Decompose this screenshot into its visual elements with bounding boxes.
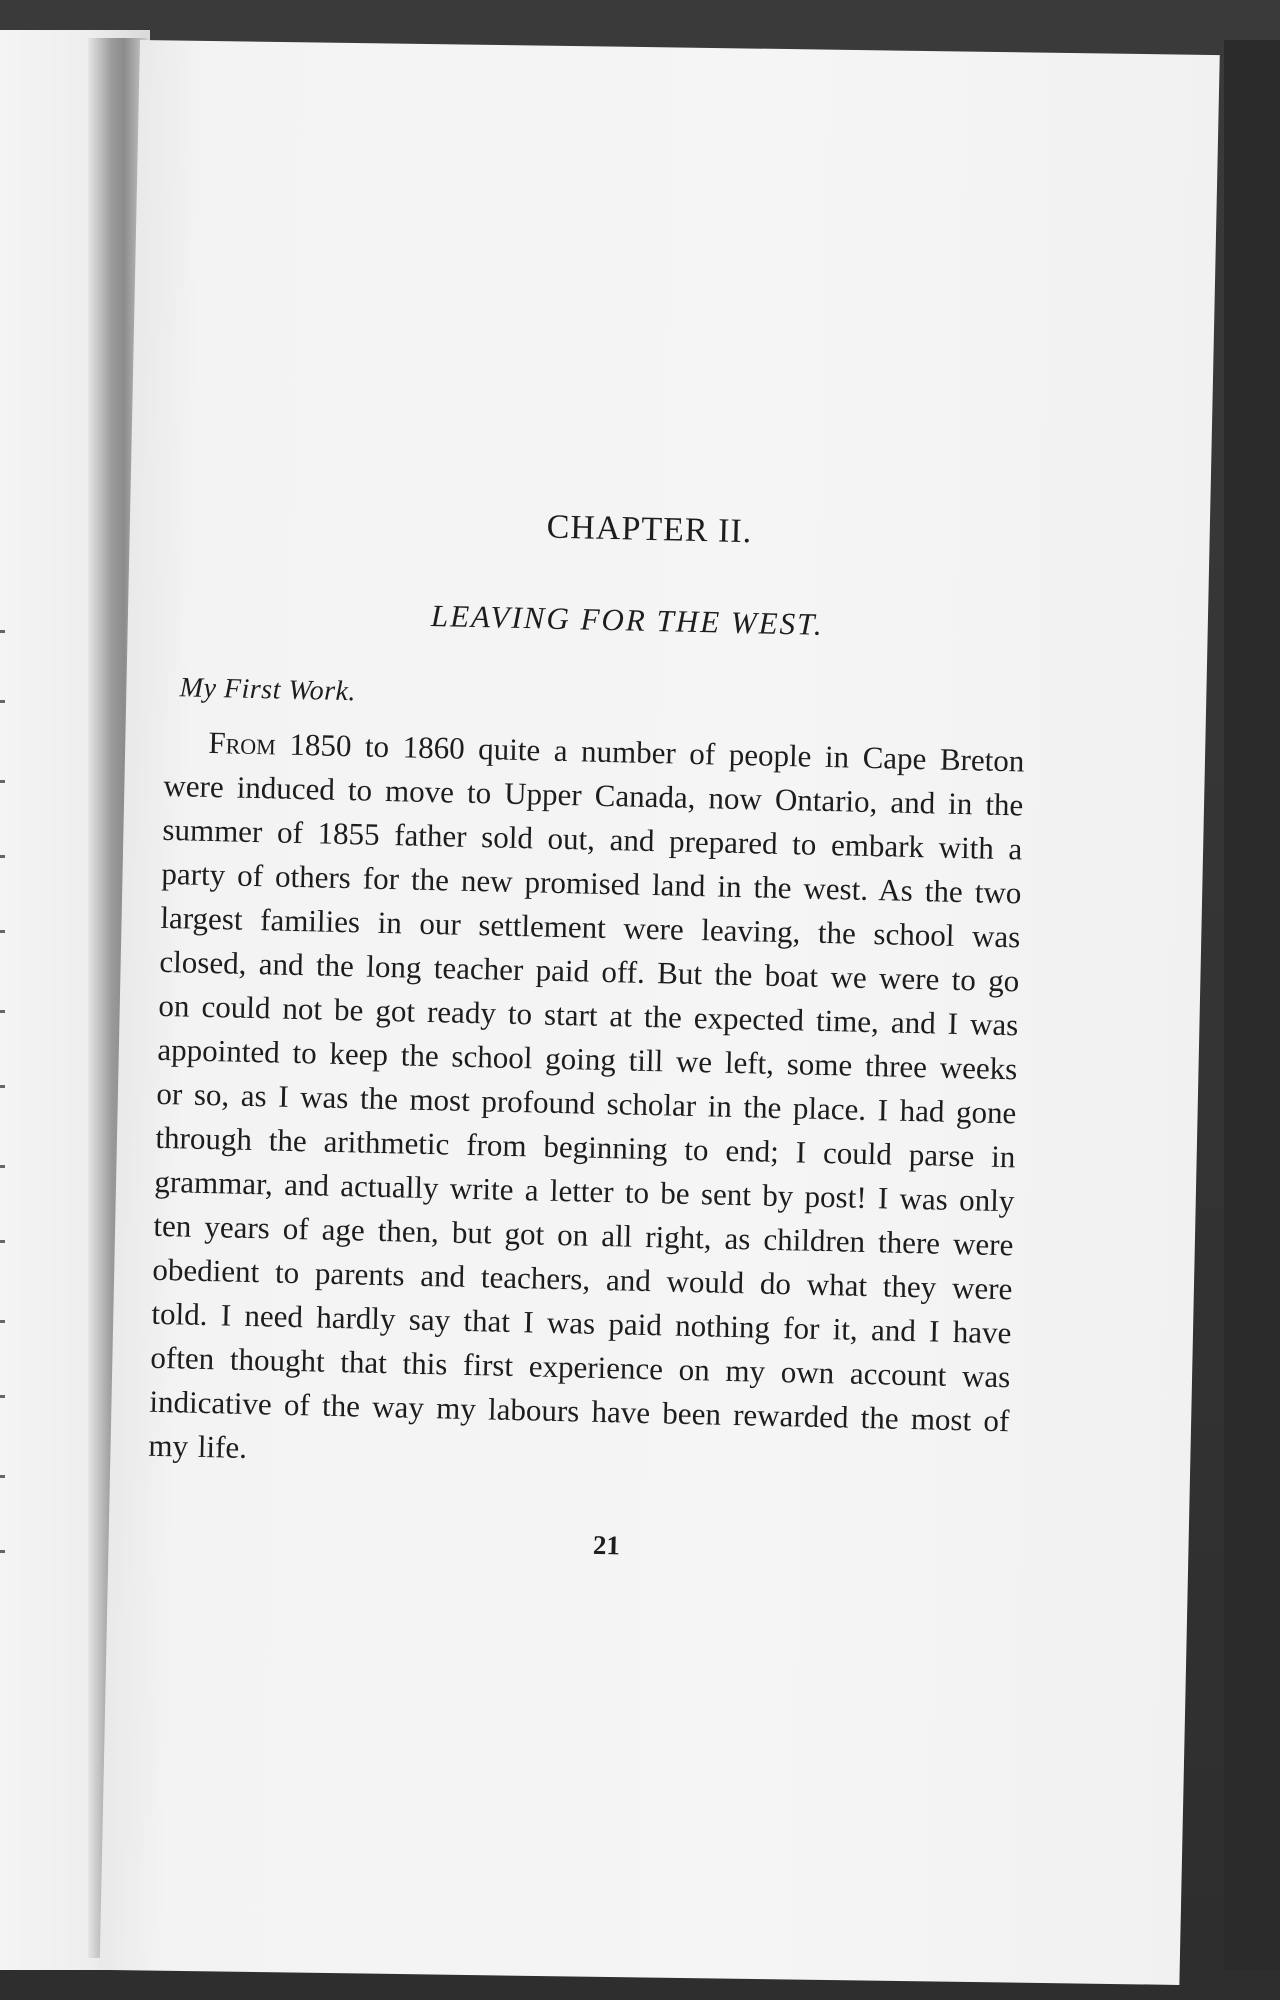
page-content [146,500,1030,1570]
section-title: My First Work. [179,672,357,708]
facing-page-text-marks [0,630,8,1630]
page-number: 21 [592,1529,621,1561]
body-paragraph [148,720,1025,1487]
page-border [1224,40,1280,1970]
chapter-heading: CHAPTER II. [546,508,753,551]
chapter-title: LEAVING FOR THE WEST. [430,597,825,642]
body-text: 1850 to 1860 quite a number of people in Cape Breton were induced to move to Upper Canada, now Ontario, and in the summer of 1855 father sold out, and prepared to embark with a party of others for the new promised land in the west. As the two largest families in our settlement were leaving, the school was closed, and the long teacher paid off. But the boat we were to go on could not be got ready to start at the expected time, and I was appointed to keep the school going till we left, some three weeks or so, as I was the most profound scholar in the place. I had gone through the arithmetic from beginning to end; I could parse in grammar, and actually write a letter to be sent by post! I was only ten years of age then, but got on all right, as children there were obedient to parents and teachers, and would do what they were told. I need hardly say that I was paid nothing for it, and I have often thought that this first experience on my own account was indicative of the way my labours have been rewarded the most of my life. [148,726,1025,1465]
drop-lead-word: From [208,724,277,762]
